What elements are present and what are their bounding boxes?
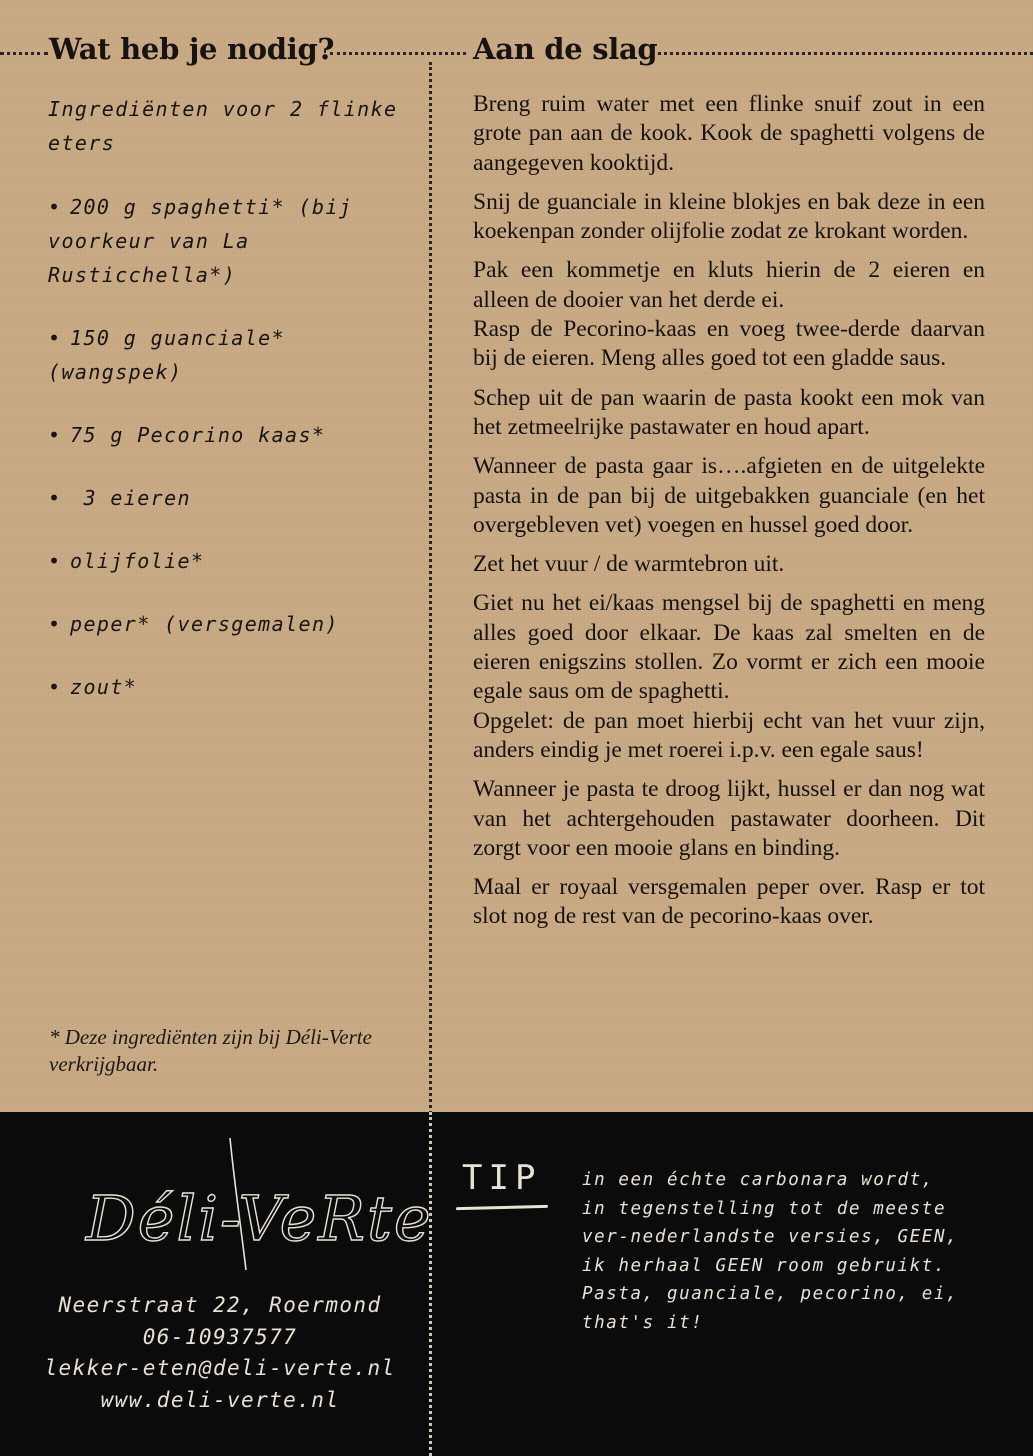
ingredient-item [48,418,418,452]
heading-rule-left [0,52,48,55]
ingredient-text: 200 g spaghetti* (bij voorkeur van La Rusticchella*) [48,195,353,287]
instruction-step: Maal er royaal versgemalen peper over. Rasp er tot slot nog de rest van de pecorino-kaas over. [473,874,985,930]
instruction-step: Zet het vuur / de warmtebron uit. [473,551,785,578]
phone-number[interactable]: 06-10937577 [142,1324,298,1349]
ingredient-text: peper* (versgemalen) [70,612,339,636]
logo-signature-icon [80,1120,433,1280]
deli-verte-logo [80,1120,433,1280]
logo-lettering: Déli-VeRte [86,1182,433,1255]
ingredient-text: 3 eieren [70,486,191,510]
contact-block [40,1290,400,1416]
ingredient-text: olijfolie* [70,549,205,573]
instruction-step: Snij de guanciale in kleine blokjes en bak deze in een koekenpan zonder olijfolie zodat ze krokant worden. [473,188,985,245]
bullet-icon: • [48,675,62,699]
ingredients-heading: Wat heb je nodig? [49,32,335,66]
ingredient-item [48,321,418,389]
tip-text: in een échte carbonara wordt, in tegenstelling tot de meeste ver-nederlandste versies, GEEN, ik herhaal GEEN room gebruikt. Pasta, guanciale, pecorino, ei, that's it! [582,1170,959,1333]
instructions-heading: Aan de slag [473,32,658,66]
bullet-icon: • [48,549,62,573]
address-text: Neerstraat 22, Roermond [58,1293,382,1317]
instruction-step: Schep uit de pan waarin de pasta kookt een mok van het zetmeelrijke pastawater en houd apart. [473,384,985,440]
bullet-icon: • [48,326,62,350]
tip-label: TIP [462,1158,542,1198]
ingredient-text: 150 g guanciale* (wangspek) [48,326,286,384]
ingredient-text: 75 g Pecorino kaas* [70,423,326,447]
bullet-icon: • [48,195,62,219]
instruction-step: Wanneer de pasta gaar is….afgieten en de uitgelekte pasta in de pan bij de uitgebakken guanciale (en het overgebleven vet) voegen en hussel goed door. [473,453,985,538]
ingredient-item [48,190,418,292]
availability-footnote: * Deze ingrediënten zijn bij Déli-Verte verkrijgbaar. [49,1025,372,1076]
heading-rule-right [658,52,1033,55]
instruction-step: Breng ruim water met een flinke snuif zout in een grote pan aan de kook. Kook de spaghetti volgens de aangegeven kooktijd. [473,91,985,176]
instruction-step: Pak een kommetje en kluts hierin de 2 eieren en alleen de dooier van het derde ei. Rasp de Pecorino-kaas en voeg twee-derde daarvan bij de eieren. Meng alles goed tot een gladde saus. [473,257,985,372]
heading-rule-middle [330,52,466,55]
instruction-step: Giet nu het ei/kaas mengsel bij de spaghetti en meng alles goed door elkaar. De kaas zal smelten en de eieren enigszins stollen. Zo vormt er zich een mooie egale saus om de spaghetti. Opgelet: de pan moet hierbij echt van het vuur zijn, anders eindig je met roerei i.p.v. een egale saus! [473,590,985,763]
email-link[interactable]: lekker-eten@deli-verte.nl [44,1356,396,1380]
bullet-icon: • [48,423,62,447]
ingredient-item [48,544,418,578]
bullet-icon: • [48,612,62,636]
ingredients-list [48,92,418,733]
ingredient-text: zout* [70,675,138,699]
ingredient-item [48,670,418,704]
ingredient-item [48,607,418,641]
website-link[interactable]: www.deli-verte.nl [100,1387,340,1412]
instruction-step: Wanneer je pasta te droog lijkt, hussel er dan nog wat van het achtergehouden pastawater doorheen. Dit zorgt voor een mooie glans en binding. [473,776,985,861]
ingredients-intro: Ingrediënten voor 2 flinke eters [48,97,398,155]
bullet-icon: • [48,486,62,510]
footer-column-divider [429,1112,432,1456]
instruction-steps [473,90,985,942]
ingredient-item [48,481,418,515]
